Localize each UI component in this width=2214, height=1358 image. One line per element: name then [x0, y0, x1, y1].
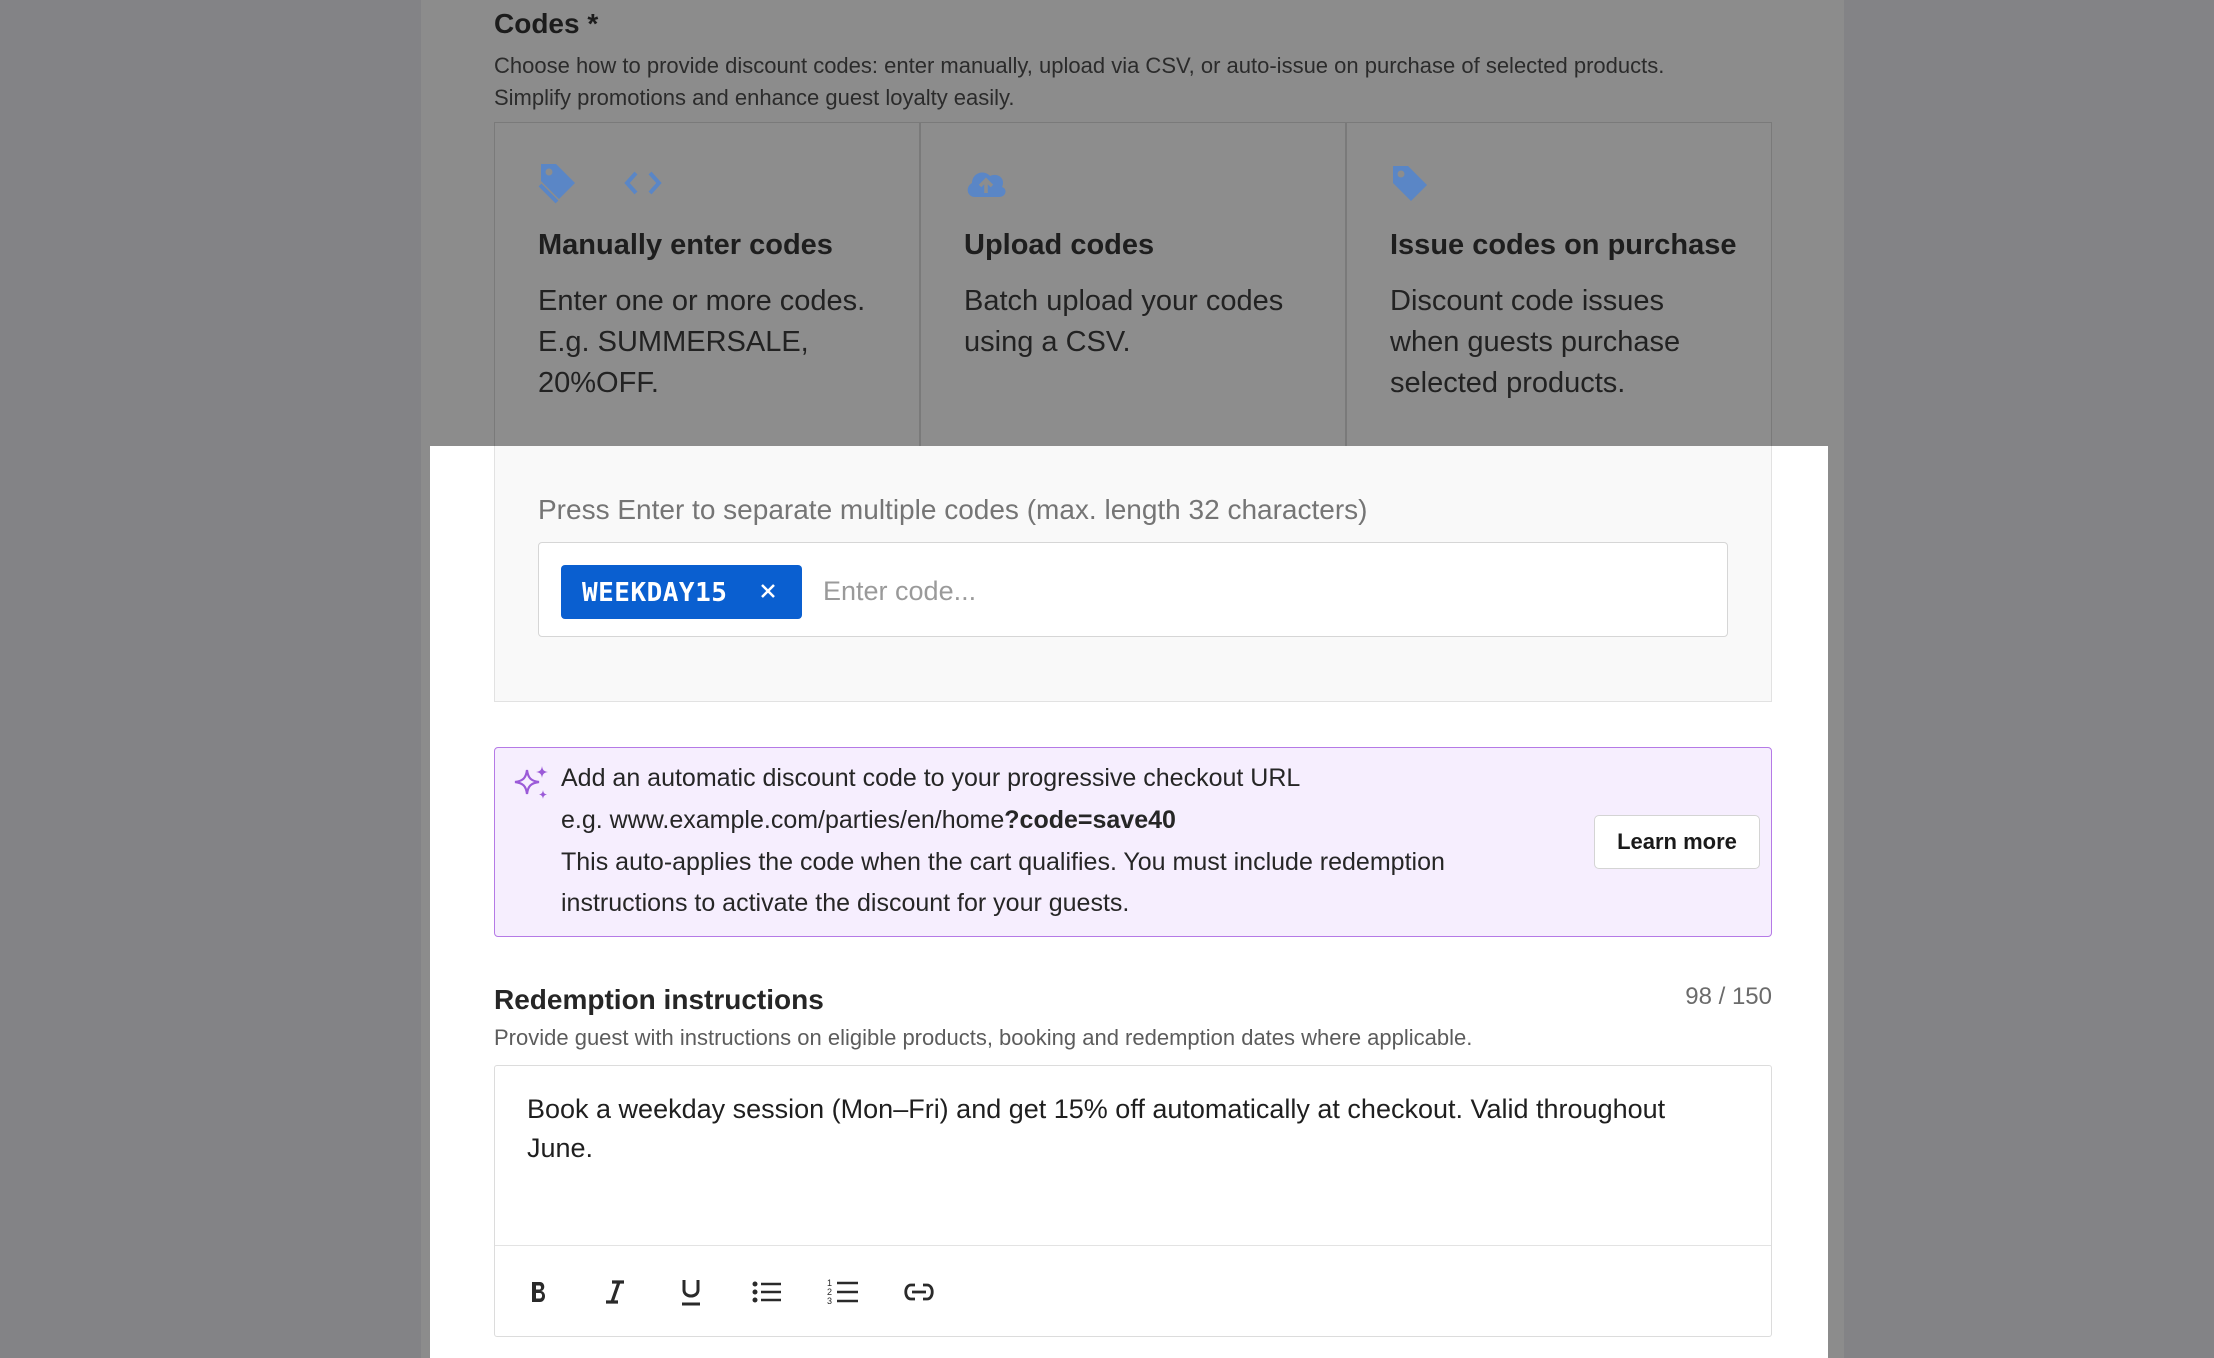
desc-line: using a CSV.	[964, 326, 1131, 358]
desc-line: E.g. SUMMERSALE,	[538, 326, 809, 358]
option-manual-title: Manually enter codes	[538, 229, 833, 261]
editor-toolbar	[495, 1245, 1771, 1336]
codes-description-line-1: Choose how to provide discount codes: enter manually, upload via CSV, or auto-issue on purchase of selected products.	[494, 53, 1665, 78]
tag-icon	[538, 161, 578, 210]
numbered-list-icon[interactable]	[825, 1274, 861, 1310]
rich-text-editor[interactable]	[494, 1065, 1772, 1337]
character-count: 98 / 150	[1685, 983, 1772, 1010]
banner-heading: Add an automatic discount code to your progressive checkout URL	[561, 764, 1301, 792]
option-manual-description	[538, 281, 888, 404]
code-tag-input[interactable]	[538, 542, 1728, 637]
desc-line: 20%OFF.	[538, 367, 659, 399]
cloud-upload-icon	[964, 167, 1008, 204]
code-chip[interactable]	[561, 565, 802, 619]
option-upload-codes[interactable]	[920, 122, 1346, 447]
learn-more-button[interactable]: Learn more	[1594, 815, 1760, 869]
auto-discount-info-banner	[494, 747, 1772, 937]
codes-section-title: Codes *	[494, 8, 599, 39]
desc-line: selected products.	[1390, 367, 1626, 399]
codes-description-line-2: Simplify promotions and enhance guest loyalty easily.	[494, 85, 1015, 110]
sparkle-icon	[513, 764, 551, 802]
editor-text-line: June.	[527, 1133, 594, 1163]
code-brackets-icon	[624, 169, 662, 202]
banner-body-line-2: instructions to activate the discount for your guests.	[561, 889, 1130, 917]
option-upload-title: Upload codes	[964, 229, 1155, 261]
banner-url-param: ?code=save40	[1004, 806, 1176, 834]
banner-body-line-1: This auto-applies the code when the cart qualifies. You must include redemption	[561, 848, 1445, 876]
underline-icon[interactable]	[673, 1274, 709, 1310]
redemption-instructions-description: Provide guest with instructions on eligible products, booking and redemption dates where applicable.	[494, 1025, 1473, 1050]
desc-line: Discount code issues	[1390, 285, 1665, 317]
redemption-instructions-title: Redemption instructions	[494, 984, 824, 1015]
banner-example-url	[561, 806, 1176, 835]
link-icon[interactable]	[901, 1274, 937, 1310]
desc-line: when guests purchase	[1390, 326, 1681, 358]
editor-content[interactable]	[527, 1090, 1727, 1168]
svg-text:3: 3	[827, 1296, 833, 1306]
code-entry-hint: Press Enter to separate multiple codes (max. length 32 characters)	[538, 494, 1368, 525]
desc-line: Enter one or more codes.	[538, 285, 866, 317]
close-icon[interactable]	[756, 579, 780, 603]
desc-line: Batch upload your codes	[964, 285, 1284, 317]
option-manual-codes[interactable]	[494, 122, 920, 447]
option-issue-title: Issue codes on purchase	[1390, 229, 1737, 261]
option-issue-description	[1390, 281, 1740, 404]
code-input[interactable]	[821, 565, 1705, 617]
banner-url-prefix: e.g. www.example.com/parties/en/home	[561, 806, 1005, 834]
svg-text:2: 2	[827, 1287, 833, 1297]
bullet-list-icon[interactable]	[749, 1274, 785, 1310]
bold-icon[interactable]	[521, 1274, 557, 1310]
tag-icon	[1390, 163, 1430, 208]
option-upload-description	[964, 281, 1314, 363]
svg-text:1: 1	[827, 1278, 833, 1288]
codes-section-description	[494, 50, 1794, 114]
code-chip-label: WEEKDAY15	[582, 578, 728, 608]
italic-icon[interactable]	[597, 1274, 633, 1310]
option-issue-on-purchase[interactable]	[1346, 122, 1772, 447]
editor-text-line: Book a weekday session (Mon–Fri) and get 15% off automatically at checkout. Valid throughout	[527, 1094, 1666, 1124]
